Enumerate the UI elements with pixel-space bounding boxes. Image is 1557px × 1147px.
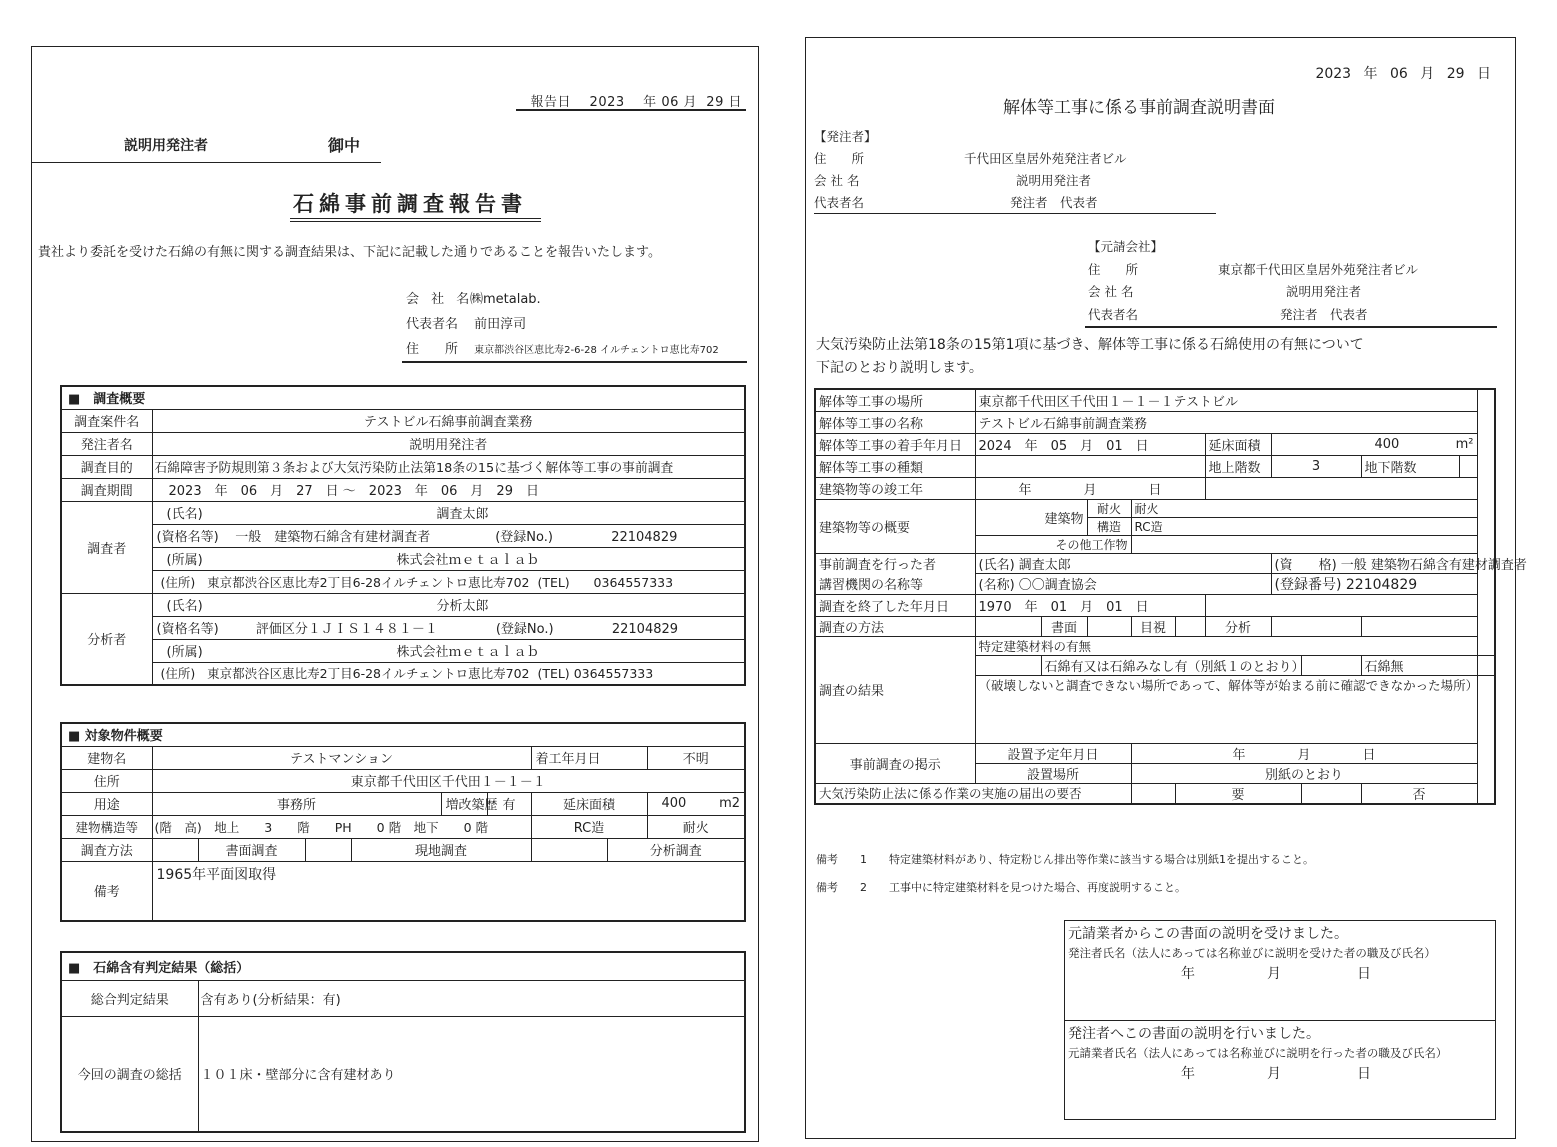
property-overview-table — [60, 722, 746, 922]
checkbox-analysis-survey[interactable] — [531, 838, 607, 861]
other-structure[interactable] — [1131, 535, 1477, 553]
client-heading: 【発注者】 — [814, 129, 877, 144]
year-unit: 年 — [643, 95, 657, 110]
checkbox-site-survey[interactable] — [305, 838, 351, 861]
label: 構造 — [1087, 517, 1131, 535]
doc-year: 2023 — [1315, 66, 1352, 82]
building-name: テストマンション — [152, 746, 531, 769]
label: 設置場所 — [975, 763, 1131, 783]
day-unit: 日 — [1357, 1066, 1371, 1082]
given-statement: 発注者へこの書面の説明を行いました。 — [1068, 1026, 1320, 1042]
pre-survey-explanation-page — [805, 37, 1527, 1139]
label: 代表者名 — [406, 317, 459, 332]
checkbox-report-not-required[interactable] — [1301, 783, 1361, 804]
notice-date: 年 月 日 — [1131, 743, 1477, 763]
contractor-company: 説明用発注者 — [1286, 284, 1362, 299]
report-title: 石綿事前調査報告書 — [293, 192, 527, 216]
purpose: 石綿障害予防規則第３条および大気汚染防止法第18条の15に基づく解体等工事の事前調査 — [152, 455, 745, 478]
company-address: 東京都渋谷区恵比寿2-6-28 イルチェントロ恵比寿702 — [474, 345, 719, 356]
investigator-address: 東京都渋谷区恵比寿2丁目6-28イルチェントロ恵比寿702 — [207, 574, 530, 590]
analyst-addr-row — [152, 662, 745, 685]
label: (住所) — [160, 666, 196, 682]
unit: m² — [1455, 436, 1474, 452]
label: 住 所 — [814, 151, 865, 166]
method-document: 書面 — [1041, 616, 1087, 636]
investigator-name: 調査太郎 — [436, 507, 489, 522]
report-required: 要 — [1175, 783, 1301, 804]
received-statement: 元請業者からこの書面の説明を受けました。 — [1068, 926, 1348, 942]
work-place: 東京都千代田区千代田１－１－１テストビル — [975, 389, 1477, 411]
method-extra — [1361, 616, 1477, 636]
month-unit: 月 — [1267, 966, 1281, 982]
asbestos-yes: 石綿有又は石綿みなし有（別紙１のとおり） — [1041, 655, 1301, 675]
document-title: 解体等工事に係る事前調査説明書面 — [1003, 98, 1275, 118]
survey-end-date: 1970 年 01 月 01 日 — [975, 594, 1205, 616]
structure-type: RC造 — [531, 815, 647, 838]
label: 備考 — [61, 861, 152, 921]
checkbox-asbestos-yes[interactable] — [975, 655, 1041, 675]
asbestos-extra — [1477, 655, 1495, 675]
property-address: 東京都千代田区千代田１－１－１ — [152, 769, 745, 792]
label: 発注者名 — [61, 432, 152, 455]
investigator-qual-row — [152, 524, 745, 547]
label: 建築物等の概要 — [815, 499, 975, 553]
note-item: 備考 1 特定建築材料があり、特定粉じん排出等作業に該当する場合は別紙1を提出すること。 — [816, 853, 1314, 866]
label: 着工年月日 — [531, 746, 647, 769]
label: (氏名) — [166, 507, 203, 522]
investigator-name-row — [152, 501, 745, 524]
label: 事前調査を行った者 — [815, 553, 975, 573]
contractor-heading: 【元請会社】 — [1088, 239, 1164, 254]
surveyor-name: (氏名) 調査太郎 — [975, 553, 1271, 573]
survey-summary: １０１床・壁部分に含有建材あり — [198, 1016, 745, 1132]
recipient-name: 説明用発注者 — [124, 138, 208, 154]
method-analysis: 分析 — [1205, 616, 1271, 636]
checkbox-method-analysis[interactable] — [1175, 616, 1205, 636]
completion-year: 年 月 日 — [975, 477, 1205, 499]
label: 代表者名 — [1088, 306, 1139, 322]
label: 講習機関の名称等 — [815, 573, 975, 594]
label: 会 社 名 — [814, 173, 860, 188]
floors-above: 3 — [1271, 455, 1361, 477]
survey-overview-table — [60, 385, 746, 686]
label: 調査の結果 — [815, 636, 975, 743]
report-month: 06 — [661, 95, 679, 110]
fire-resistance: 耐火 — [1131, 499, 1477, 517]
demolition-survey-table — [814, 388, 1527, 805]
label: 事前調査の掲示 — [815, 743, 975, 783]
floor-area — [647, 792, 745, 815]
analyst-address: 東京都渋谷区恵比寿2丁目6-28イルチェントロ恵比寿702 — [207, 666, 530, 682]
representative: 前田淳司 — [474, 317, 527, 332]
label: 調査方法 — [61, 838, 152, 861]
label: 今回の調査の総括 — [61, 1016, 198, 1132]
analyst-qual-row — [152, 616, 745, 639]
label: 住 所 — [1088, 261, 1139, 277]
label: 解体等工事の種類 — [815, 455, 975, 477]
analyst-org: 株式会社ｍｅｔａｌａｂ — [396, 645, 540, 660]
start-date: 不明 — [647, 746, 745, 769]
label: 延床面積 — [1205, 433, 1271, 455]
label: (TEL) — [537, 574, 570, 590]
floors-below[interactable] — [1459, 455, 1477, 477]
label: 地下階数 — [1361, 455, 1459, 477]
label: その他工作物 — [975, 535, 1131, 553]
checkbox-method-visual[interactable] — [1087, 616, 1131, 636]
section-heading: ■ 調査概要 — [61, 386, 745, 409]
title-underline — [290, 218, 541, 222]
label: 解体等工事の場所 — [815, 389, 975, 411]
year-unit: 年 — [1181, 1066, 1195, 1082]
received-section — [1065, 921, 1495, 1021]
label: (登録No.) — [495, 530, 553, 545]
analyst-name-row — [152, 593, 745, 616]
structure: RC造 — [1131, 517, 1477, 535]
label: (住所) — [160, 574, 196, 590]
investigator-addr-row — [152, 570, 745, 593]
work-start-date: 2024 年 05 月 01 日 — [975, 433, 1205, 455]
analyst-qualification: 評価区分１ＪＩＳ１４８１－１ — [255, 622, 438, 637]
label: 耐火 — [1087, 499, 1131, 517]
intro-line-1: 大気汚染防止法第18条の15第1項に基づき、解体等工事に係る石綿使用の有無について — [816, 337, 1364, 353]
intro-text: 貴社より委託を受けた石綿の有無に関する調査結果は、下記に記載した通りであることを報告いたします。 — [38, 245, 661, 260]
label: 代表者名 — [814, 195, 865, 210]
checkbox-document-survey[interactable] — [152, 838, 198, 861]
fire-resistance: 耐火 — [647, 815, 745, 838]
divider — [32, 162, 381, 163]
investigator-org-row — [152, 547, 745, 570]
label: (資格名等) — [156, 530, 219, 545]
label: 住 所 — [406, 342, 459, 357]
report-not-required: 否 — [1361, 783, 1477, 804]
notes — [816, 846, 1314, 902]
label: 調査期間 — [61, 478, 152, 501]
given-section — [1065, 1021, 1495, 1121]
label: 解体等工事の名称 — [815, 411, 975, 433]
label: (所属) — [166, 553, 203, 568]
intro-text — [816, 334, 1364, 380]
company-name: ㈱metalab. — [470, 292, 541, 307]
checkbox-method-document[interactable] — [975, 616, 1041, 636]
label: 調査者 — [61, 501, 152, 593]
completion-extra — [1205, 477, 1477, 499]
label: 調査目的 — [61, 455, 152, 478]
investigator-org: 株式会社ｍｅｔａｌａｂ — [396, 553, 540, 568]
checkbox-report-required[interactable] — [1131, 783, 1175, 804]
method-analysis: 分析調査 — [607, 838, 745, 861]
analyst-org-row — [152, 639, 745, 662]
not-confirmed-places: （破壊しないと調査できない場所であって、解体等が始まる前に確認できなかった場所） — [975, 675, 1477, 743]
month-unit: 月 — [1420, 66, 1435, 82]
report-year: 2023 — [589, 95, 625, 110]
honorific: 御中 — [328, 136, 361, 155]
received-sub: 発注者氏名（法人にあっては名称並びに説明を受けた者の職及び氏名） — [1068, 946, 1436, 960]
analyst-reg-no: 22104829 — [611, 622, 679, 637]
label: (氏名) — [166, 599, 203, 614]
label: 調査を終了した年月日 — [815, 594, 975, 616]
section-heading: ■ 石綿含有判定結果（総括） — [61, 952, 745, 980]
survey-end-extra — [1205, 594, 1477, 616]
work-type[interactable] — [975, 455, 1205, 477]
floor-area — [1271, 433, 1477, 455]
work-name: テストビル石綿事前調査業務 — [975, 411, 1477, 433]
case-name: テストビル石綿事前調査業務 — [152, 409, 745, 432]
floor-area-value: 400 — [1374, 436, 1400, 452]
contractor-representative: 発注者 代表者 — [1280, 306, 1368, 322]
notice-place: 別紙のとおり — [1131, 763, 1477, 783]
label: 分析者 — [61, 593, 152, 685]
company-info — [406, 287, 719, 363]
document-date — [1315, 63, 1491, 83]
label: 延床面積 — [531, 792, 647, 815]
report-date-label: 報告日 — [530, 95, 572, 110]
label: 調査の方法 — [815, 616, 975, 636]
label: 建築物 — [975, 499, 1087, 535]
result-summary-table — [60, 951, 746, 1133]
year-unit: 年 — [1181, 966, 1195, 982]
contractor-info — [1088, 236, 1418, 326]
divider — [814, 213, 1216, 214]
institution-name: (名称) 〇〇調査協会 — [975, 573, 1271, 594]
label: 用途 — [61, 792, 152, 815]
day-unit: 日 — [728, 95, 742, 110]
analyst-name: 分析太郎 — [436, 599, 489, 614]
renovation-history: 有 — [487, 792, 531, 815]
method-visual: 目視 — [1131, 616, 1175, 636]
asbestos-no: 石綿無 — [1361, 655, 1477, 675]
label: 住所 — [61, 769, 152, 792]
investigator-qualification: 一般 建築物石綿含有建材調査者 — [235, 530, 431, 545]
period: 2023 年 06 月 27 日 ～ 2023 年 06 月 29 日 — [152, 478, 745, 501]
building-use: 事務所 — [152, 792, 441, 815]
divider — [516, 109, 746, 111]
intro-line-2: 下記のとおり説明します。 — [816, 360, 983, 376]
label: 会 社 名 — [406, 292, 474, 307]
label: 地上階数 — [1205, 455, 1271, 477]
day-unit: 日 — [1477, 66, 1491, 82]
signature-box — [1064, 920, 1496, 1120]
floor-area-value: 400 — [661, 796, 687, 811]
given-sub: 元請業者氏名（法人にあっては名称並びに説明を行った者の職及び氏名） — [1068, 1046, 1448, 1060]
investigator-tel: 0364557333 — [593, 574, 674, 590]
label: (所属) — [166, 645, 203, 660]
contractor-address: 東京都千代田区皇居外苑発注者ビル — [1218, 261, 1419, 277]
label: 調査案件名 — [61, 409, 152, 432]
note-item: 備考 2 工事中に特定建築材料を見つけた場合、再度説明すること。 — [816, 881, 1186, 894]
label: 建物名 — [61, 746, 152, 769]
client-representative: 発注者 代表者 — [1010, 195, 1098, 210]
specific-material-label: 特定建築材料の有無 — [975, 636, 1477, 655]
divider — [1085, 326, 1497, 328]
label: 大気汚染防止法に係る作業の実施の届出の要否 — [815, 783, 1131, 804]
floors: (階 高) 地上 3 階 PH 0 階 地下 0 階 — [152, 815, 531, 838]
unit: m2 — [719, 796, 740, 811]
analyst-tel: 0364557333 — [573, 666, 654, 682]
method-site: 現地調査 — [351, 838, 531, 861]
checkbox-method-extra[interactable] — [1271, 616, 1361, 636]
investigator-reg-no: 22104829 — [611, 530, 678, 545]
doc-month: 06 — [1389, 66, 1408, 82]
section-heading: ■ 対象物件概要 — [61, 723, 745, 746]
checkbox-asbestos-no[interactable] — [1301, 655, 1361, 675]
label: 増改築歴 — [441, 792, 487, 815]
client-name: 説明用発注者 — [152, 432, 745, 455]
month-unit: 月 — [1267, 1066, 1281, 1082]
label: (登録No.) — [495, 622, 554, 637]
institution-reg-no: (登録番号) 22104829 — [1271, 573, 1477, 594]
overall-result: 含有あり(分析結果：有) — [198, 980, 745, 1016]
client-address: 千代田区皇居外苑発注者ビル — [964, 151, 1127, 166]
label: 建物構造等 — [61, 815, 152, 838]
client-info — [814, 126, 1127, 214]
remarks: 1965年平面図取得 — [152, 861, 745, 921]
label: (資格名等) — [156, 622, 219, 637]
asbestos-report-page — [31, 46, 759, 1142]
label: 総合判定結果 — [61, 980, 198, 1016]
method-document: 書面調査 — [198, 838, 305, 861]
surveyor-qualification: (資 格) 一般 建築物石綿含有建材調査者 — [1271, 553, 1477, 573]
label: 解体等工事の着手年月日 — [815, 433, 975, 455]
year-unit: 年 — [1363, 66, 1378, 82]
report-day: 29 — [706, 95, 724, 110]
doc-day: 29 — [1446, 66, 1465, 82]
report-date — [531, 91, 743, 110]
label: 建築物等の竣工年 — [815, 477, 975, 499]
client-company: 説明用発注者 — [1016, 173, 1092, 188]
label: 会 社 名 — [1088, 284, 1134, 299]
label: 設置予定年月日 — [975, 743, 1131, 763]
label: (TEL) — [537, 666, 570, 682]
divider — [402, 361, 747, 363]
month-unit: 月 — [683, 95, 698, 110]
day-unit: 日 — [1357, 966, 1371, 982]
